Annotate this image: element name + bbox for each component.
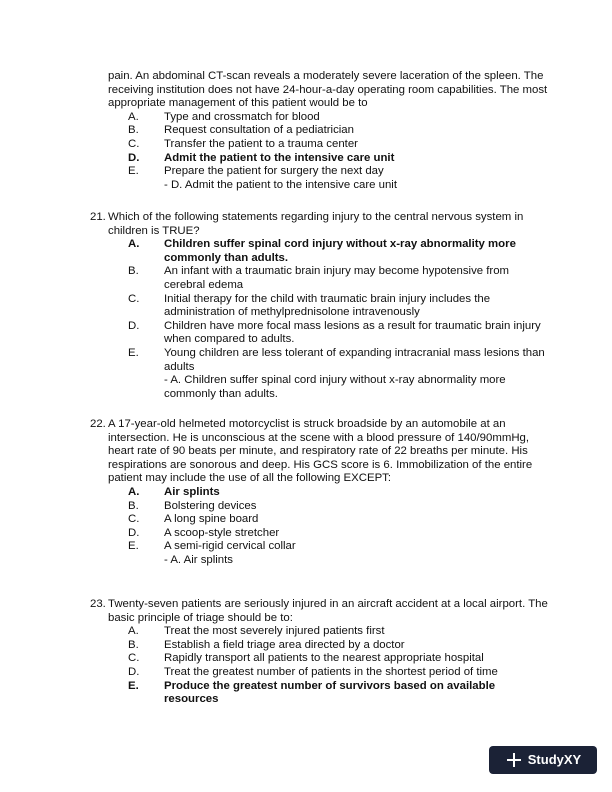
option-c xyxy=(128,293,550,320)
option-e xyxy=(128,347,550,374)
option-letter: C. xyxy=(128,292,140,305)
option-text: Admit the patient to the intensive care unit xyxy=(164,151,395,164)
option-text: Bolstering devices xyxy=(164,499,257,512)
answer-line: - A. Children suffer spinal cord injury without x-ray abnormality more commonly than adults. xyxy=(164,374,506,400)
option-list xyxy=(128,111,550,193)
answer-line: - D. Admit the patient to the intensive care unit xyxy=(164,178,398,191)
option-text: Produce the greatest number of survivors based on available resources xyxy=(164,679,496,706)
option-list xyxy=(128,486,550,568)
option-letter: B. xyxy=(128,638,139,651)
option-letter: E. xyxy=(128,540,139,553)
question-21 xyxy=(90,211,550,401)
option-letter: D. xyxy=(128,319,140,332)
option-text: Initial therapy for the child with traumatic brain injury includes the administration of methylprednisolone intravenously xyxy=(164,292,491,319)
option-text: An infant with a traumatic brain injury may become hypotensive from cerebral edema xyxy=(164,265,510,291)
option-text: Children suffer spinal cord injury without x-ray abnormality more commonly than adults. xyxy=(164,238,516,264)
option-b xyxy=(128,124,550,138)
logo-text: StudyXY xyxy=(527,752,582,768)
option-c xyxy=(128,513,550,527)
option-d xyxy=(128,320,550,347)
option-e-correct xyxy=(128,680,550,707)
option-letter: E. xyxy=(128,679,139,692)
option-b xyxy=(128,500,550,514)
option-d xyxy=(128,666,550,680)
option-letter: C. xyxy=(128,137,140,150)
option-text: Treat the most severely injured patients first xyxy=(164,625,385,638)
option-text: Prepare the patient for surgery the next day xyxy=(164,165,384,178)
option-e xyxy=(128,540,550,554)
question-stem: A 17-year-old helmeted motorcyclist is struck broadside by an automobile at an intersection. He is unconscious at the scene with a blood pressure of 140/90mmHg, heart rate of 90 beats per minute, and respiratory rate of 22 breaths per minute. His respirations are sonorous and deep. His GCS score is 6. Immobilization of the entire patient may include the use of all the following EXCEPT: xyxy=(108,418,533,485)
option-text: Rapidly transport all patients to the nearest appropriate hospital xyxy=(164,652,484,665)
option-letter: C. xyxy=(128,652,140,665)
option-letter: A. xyxy=(128,625,139,638)
option-letter: B. xyxy=(128,265,139,278)
option-list xyxy=(128,625,550,707)
option-letter: B. xyxy=(128,499,139,512)
option-d xyxy=(128,527,550,541)
option-letter: D. xyxy=(128,151,140,164)
option-a-correct xyxy=(128,238,550,265)
option-e xyxy=(128,165,550,179)
option-letter: D. xyxy=(128,665,140,678)
question-number: 23. xyxy=(90,598,106,610)
option-text: Type and crossmatch for blood xyxy=(164,110,320,123)
option-letter: A. xyxy=(128,238,140,251)
option-letter: C. xyxy=(128,513,140,526)
option-letter: A. xyxy=(128,485,140,498)
option-letter: A. xyxy=(128,110,139,123)
option-letter: D. xyxy=(128,526,140,539)
option-text: Treat the greatest number of patients in the shortest period of time xyxy=(164,665,498,678)
question-stem: Which of the following statements regarding injury to the central nervous system in children is TRUE? xyxy=(108,211,524,237)
question-22 xyxy=(90,418,550,568)
option-a xyxy=(128,111,550,125)
option-text: A semi-rigid cervical collar xyxy=(164,540,296,553)
question-number: 22. xyxy=(90,418,106,430)
option-text: Children have more focal mass lesions as a result for traumatic brain injury when compared to adults. xyxy=(164,319,541,346)
option-c xyxy=(128,138,550,152)
plus-icon xyxy=(505,751,523,769)
option-b xyxy=(128,265,550,292)
option-text: A long spine board xyxy=(164,513,259,526)
option-text: Air splints xyxy=(164,485,220,498)
option-c xyxy=(128,652,550,666)
studyxy-logo[interactable] xyxy=(489,746,597,774)
option-text: Establish a field triage area directed by a doctor xyxy=(164,638,405,651)
option-b xyxy=(128,639,550,653)
question-number: 21. xyxy=(90,211,106,223)
question-23 xyxy=(90,598,550,707)
answer-line: - A. Air splints xyxy=(164,553,233,566)
option-d-correct xyxy=(128,152,550,166)
question-stem: Twenty-seven patients are seriously injured in an aircraft accident at a local airport. The basic principle of triage should be to: xyxy=(108,598,548,624)
option-list xyxy=(128,238,550,401)
option-letter: B. xyxy=(128,124,139,137)
option-text: Transfer the patient to a trauma center xyxy=(164,137,358,150)
question-stem: pain. An abdominal CT-scan reveals a moderately severe laceration of the spleen. The receiving institution does not have 24-hour-a-day operating room capabilities. The most appropriate management of this patient would be to xyxy=(108,70,548,110)
option-letter: E. xyxy=(128,165,139,178)
option-text: A scoop-style stretcher xyxy=(164,526,280,539)
option-a xyxy=(128,625,550,639)
option-a-correct xyxy=(128,486,550,500)
option-letter: E. xyxy=(128,346,139,359)
option-text: Young children are less tolerant of expanding intracranial mass lesions than adults xyxy=(164,346,545,373)
question-20-continued xyxy=(90,70,550,192)
option-text: Request consultation of a pediatrician xyxy=(164,124,354,137)
